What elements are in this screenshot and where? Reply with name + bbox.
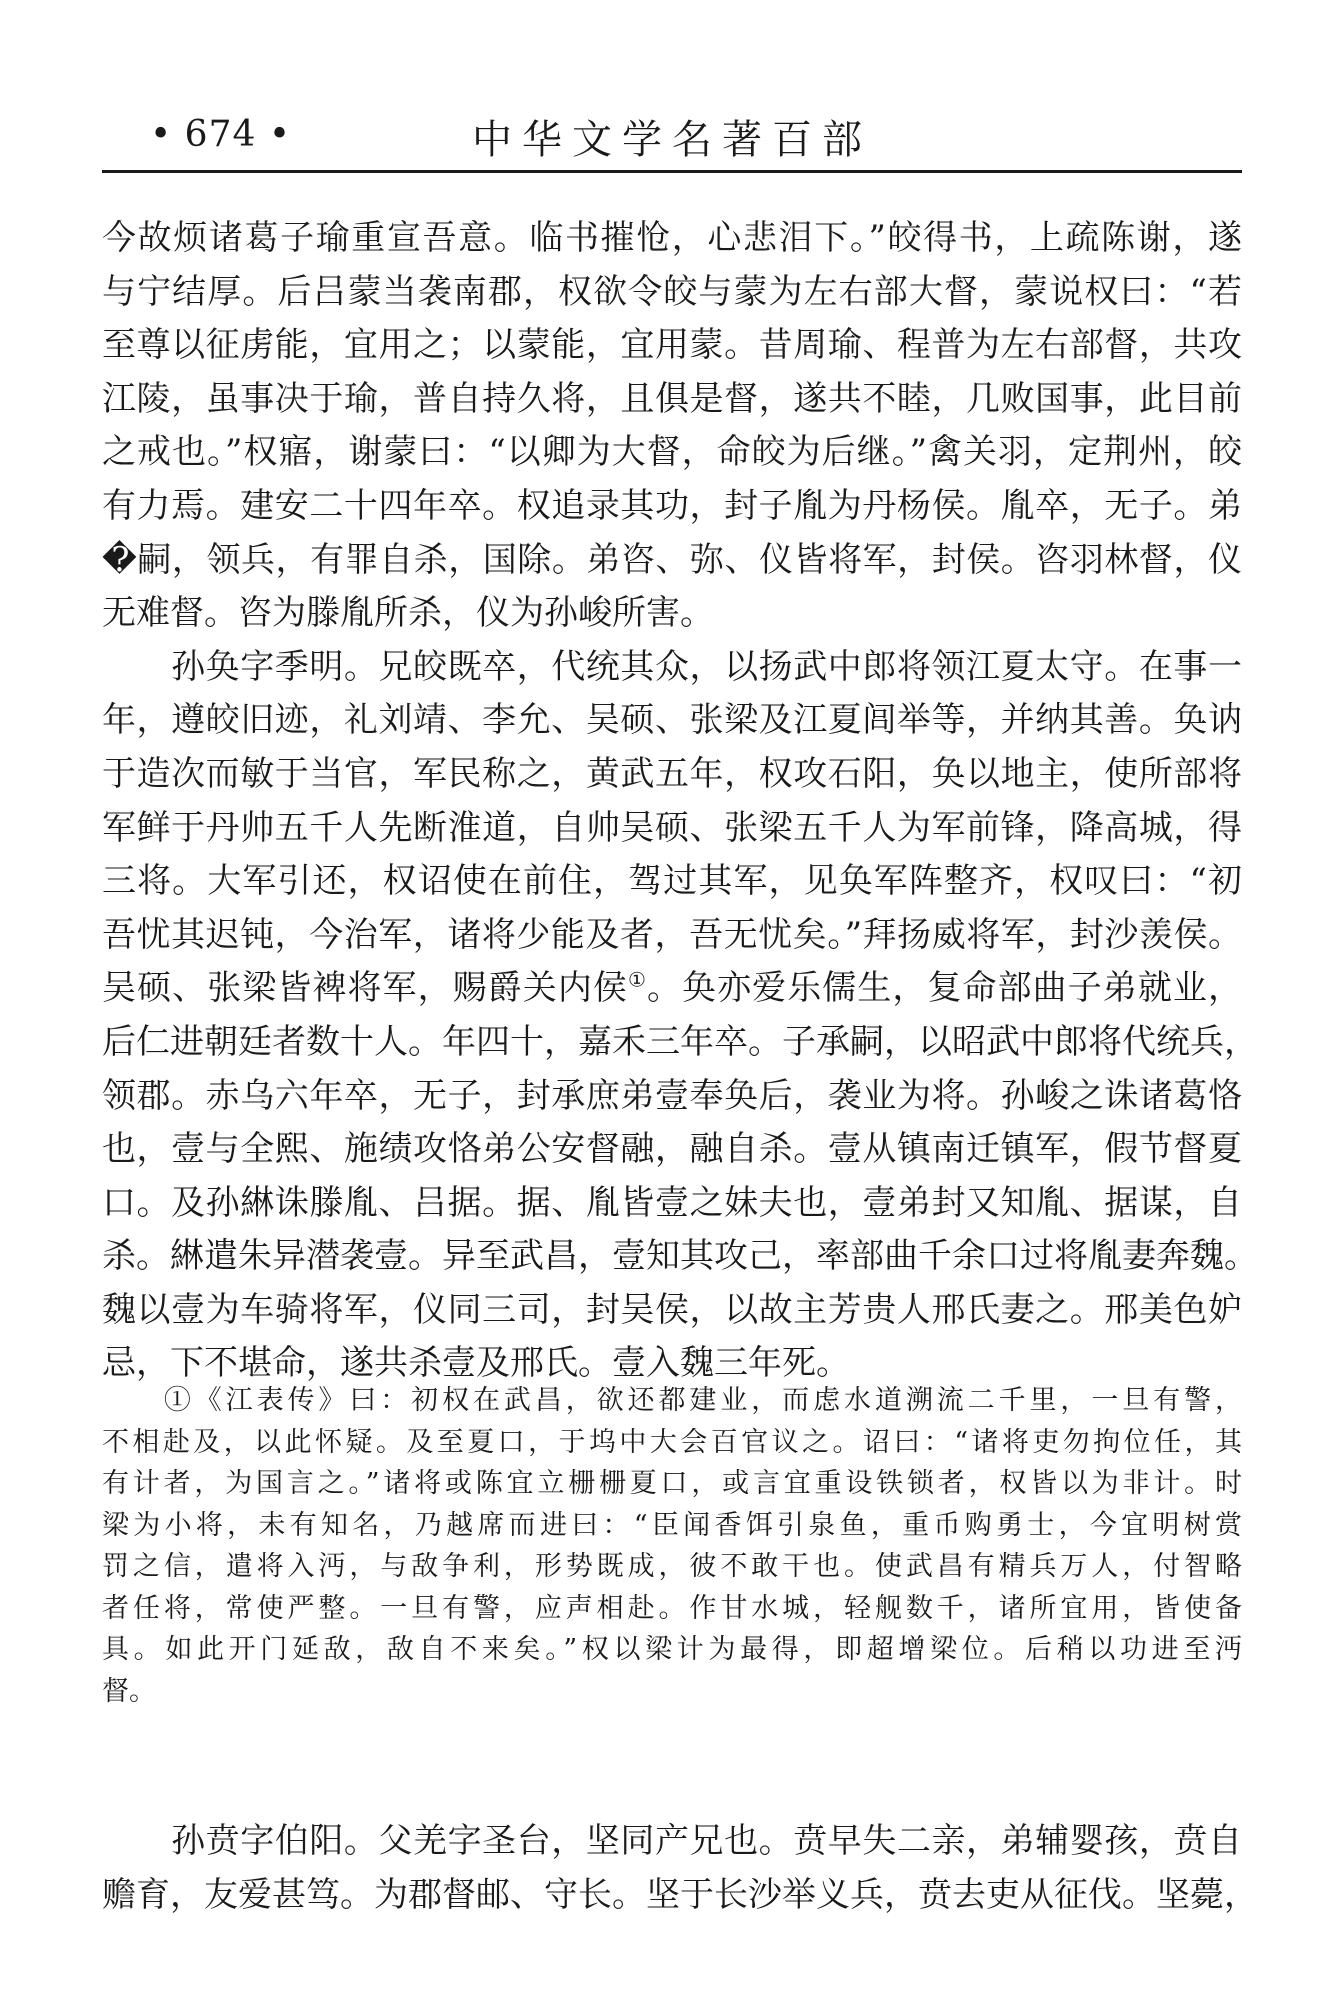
- text-line: 后仁进朝廷者数十人。年四十，嘉禾三年卒。子承嗣，以昭武中郎将代统兵，: [102, 1021, 1258, 1062]
- text-line: 有力焉。建安二十四年卒。权追录其功，封子胤为丹杨侯。胤卒，无子。弟: [102, 485, 1242, 526]
- text-line: 杀。綝遣朱异潜袭壹。异至武昌，壹知其攻己，率部曲千余口过将胤妻奔魏。: [102, 1236, 1258, 1277]
- text-line: 魏以壹为车骑将军，仪同三司，封吴侯，以故主芳贵人邢氏妻之。邢美色妒: [102, 1289, 1242, 1330]
- text-line: 之戒也。”权寤，谢蒙曰：“以卿为大督，命皎为后继。”禽关羽，定荆州，皎: [102, 432, 1242, 473]
- text-segment: 。奂亦爱乐儒生，复命部曲子弟就业，: [646, 968, 1242, 1009]
- text-line: 赡育，友爱甚笃。为郡督邮、守长。坚于长沙举义兵，贲去吏从征伐。坚薨，: [102, 1874, 1258, 1915]
- footnote-line: 有计者，为国言之。”诸将或陈宜立栅栅夏口，或言宜重设铁锁者，权皆以为非计。时: [102, 1468, 1242, 1499]
- text-line: 军鲜于丹帅五千人先断淮道，自帅吴硕、张梁五千人为军前锋，降高城，得: [102, 807, 1242, 848]
- text-line: 领郡。赤乌六年卒，无子，封承庶弟壹奉奂后，袭业为将。孙峻之诛诸葛恪: [102, 1075, 1242, 1116]
- text-line: 三将。大军引还，权诏使在前住，驾过其军，见奂军阵整齐，权叹曰：“初: [102, 861, 1242, 902]
- text-line: 口。及孙綝诛滕胤、吕据。据、胤皆壹之妹夫也，壹弟封又知胤、据谋，自: [102, 1182, 1242, 1223]
- text-segment: 吴硕、张梁皆裨将军，赐爵关内侯: [102, 968, 628, 1009]
- footnote: [102, 1380, 1242, 1712]
- footnote-line: 督。: [102, 1675, 156, 1707]
- text-line: 吾忧其迟钝，今治军，诸将少能及者，吾无忧矣。”拜扬威将军，封沙羡侯。: [102, 914, 1242, 955]
- text-line: 孙贲字伯阳。父羌字圣台，坚同产兄也。贲早失二亲，弟辅婴孩，贲自: [102, 1821, 1242, 1861]
- footnote-line: ①《江表传》曰：初权在武昌，欲还都建业，而虑水道溯流二千里，一旦有警，: [102, 1385, 1242, 1416]
- main-text-continued: [102, 1815, 1258, 1922]
- footnote-line: 者任将，常使严整。一旦有警，应声相赴。作甘水城，轻舰数千，诸所宜用，皆使备: [102, 1592, 1242, 1624]
- footnote-line: 具。如此开门延敌，敌自不来矣。”权以梁计为最得，即超增梁位。后稍以功进至沔: [102, 1634, 1242, 1665]
- page-header: [102, 108, 1242, 168]
- text-line: �嗣，领兵，有罪自杀，国除。弟咨、弥、仪皆将军，封侯。咨羽林督，仪: [102, 539, 1242, 580]
- text-line: 于造次而敏于当官，军民称之，黄武五年，权攻石阳，奂以地主，使所部将: [102, 753, 1242, 794]
- text-line: 至尊以征虏能，宜用之；以蒙能，宜用蒙。昔周瑜、程普为左右部督，共攻: [102, 325, 1242, 366]
- header-rule: [102, 170, 1242, 173]
- text-line: 孙奂字季明。兄皎既卒，代统其众，以扬武中郎将领江夏太守。在事一: [102, 646, 1242, 687]
- text-line: 忌，下不堪命，遂共杀壹及邢氏。壹入魏三年死。: [102, 1343, 850, 1384]
- page-number: • 674 •: [150, 114, 292, 155]
- running-title: 中华文学名著百部: [472, 117, 872, 163]
- footnote-line: 梁为小将，未有知名，乃越席而进曰：“臣闻香饵引泉鱼，重币购勇士，今宜明树赏: [102, 1509, 1242, 1541]
- footnote-line: 不相赴及，以此怀疑。及至夏口，于坞中大会百官议之。诏曰：“诸将吏勿拘位任，其: [102, 1426, 1242, 1458]
- text-line: 无难督。咨为滕胤所杀，仪为孙峻所害。: [102, 593, 714, 634]
- footnote-line: 罚之信，遣将入沔，与敌争利，形势既成，彼不敢干也。使武昌有精兵万人，付智略: [102, 1551, 1242, 1582]
- text-line: 江陵，虽事决于瑜，普自持久将，且俱是督，遂共不睦，几败国事，此目前: [102, 378, 1242, 419]
- footnote-marker[interactable]: ①: [627, 967, 647, 992]
- text-line: 与宁结厚。后吕蒙当袭南郡，权欲令皎与蒙为左右部大督，蒙说权曰：“若: [102, 271, 1242, 312]
- text-line: 年，遵皎旧迹，礼刘靖、李允、吴硕、张梁及江夏闾举等，并纳其善。奂讷: [102, 700, 1242, 741]
- text-line: 也，壹与全熙、施绩攻恪弟公安督融，融自杀。壹从镇南迁镇军，假节督夏: [102, 1129, 1242, 1170]
- text-line: 今故烦诸葛子瑜重宣吾意。临书摧怆，心悲泪下。”皎得书，上疏陈谢，遂: [102, 218, 1242, 258]
- main-text: [102, 212, 1258, 1391]
- text-line: [102, 962, 1242, 1016]
